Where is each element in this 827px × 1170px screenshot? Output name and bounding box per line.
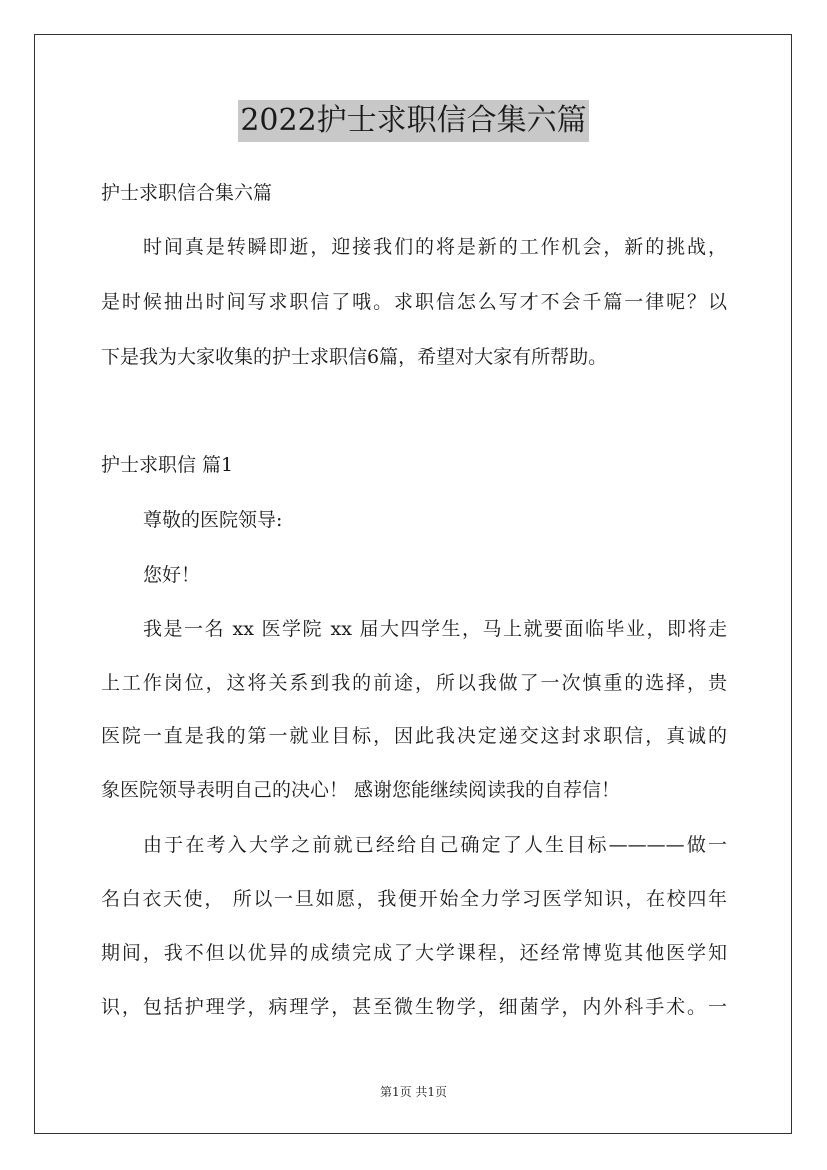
document-title: 2022护士求职信合集六篇 <box>238 100 588 142</box>
page-footer: 第1页 共1页 <box>379 1085 448 1099</box>
paragraph1-line-2: 上工作岗位，这将关系到我的前途，所以我做了一次慎重的选择，贵 <box>101 672 727 694</box>
paragraph2-line-3: 期间，我不但以优异的成绩完成了大学课程，还经常博览其他医学知 <box>101 942 727 964</box>
paragraph1-line-3: 医院一直是我的第一就业目标，因此我决定递交这封求职信，真诚的 <box>101 725 727 747</box>
intro-line-1: 时间真是转瞬即逝，迎接我们的将是新的工作机会，新的挑战， <box>143 236 727 258</box>
paragraph2-line-1: 由于在考入大学之前就已经给自己确定了人生目标————做一 <box>143 834 727 856</box>
section-heading: 护士求职信 篇1 <box>101 454 234 476</box>
paragraph1-line-1: 我是一名 xx 医学院 xx 届大四学生，马上就要面临毕业，即将走 <box>143 618 727 640</box>
salutation: 尊敬的医院领导: <box>143 509 283 531</box>
title-container <box>0 100 827 142</box>
paragraph1-line-4: 象医院领导表明自己的决心！ 感谢您能继续阅读我的自荐信！ <box>101 779 621 801</box>
intro-line-2: 是时候抽出时间写求职信了哦。求职信怎么写才不会千篇一律呢？以 <box>101 291 727 313</box>
greeting: 您好！ <box>143 564 201 586</box>
intro-line-3: 下是我为大家收集的护士求职信6篇，希望对大家有所帮助。 <box>101 346 608 368</box>
paragraph2-line-4: 识，包括护理学，病理学，甚至微生物学，细菌学，内外科手术。一 <box>101 996 727 1018</box>
document-subtitle: 护士求职信合集六篇 <box>101 182 273 204</box>
paragraph2-line-2: 名白衣天使， 所以一旦如愿，我便开始全力学习医学知识，在校四年 <box>101 888 727 910</box>
